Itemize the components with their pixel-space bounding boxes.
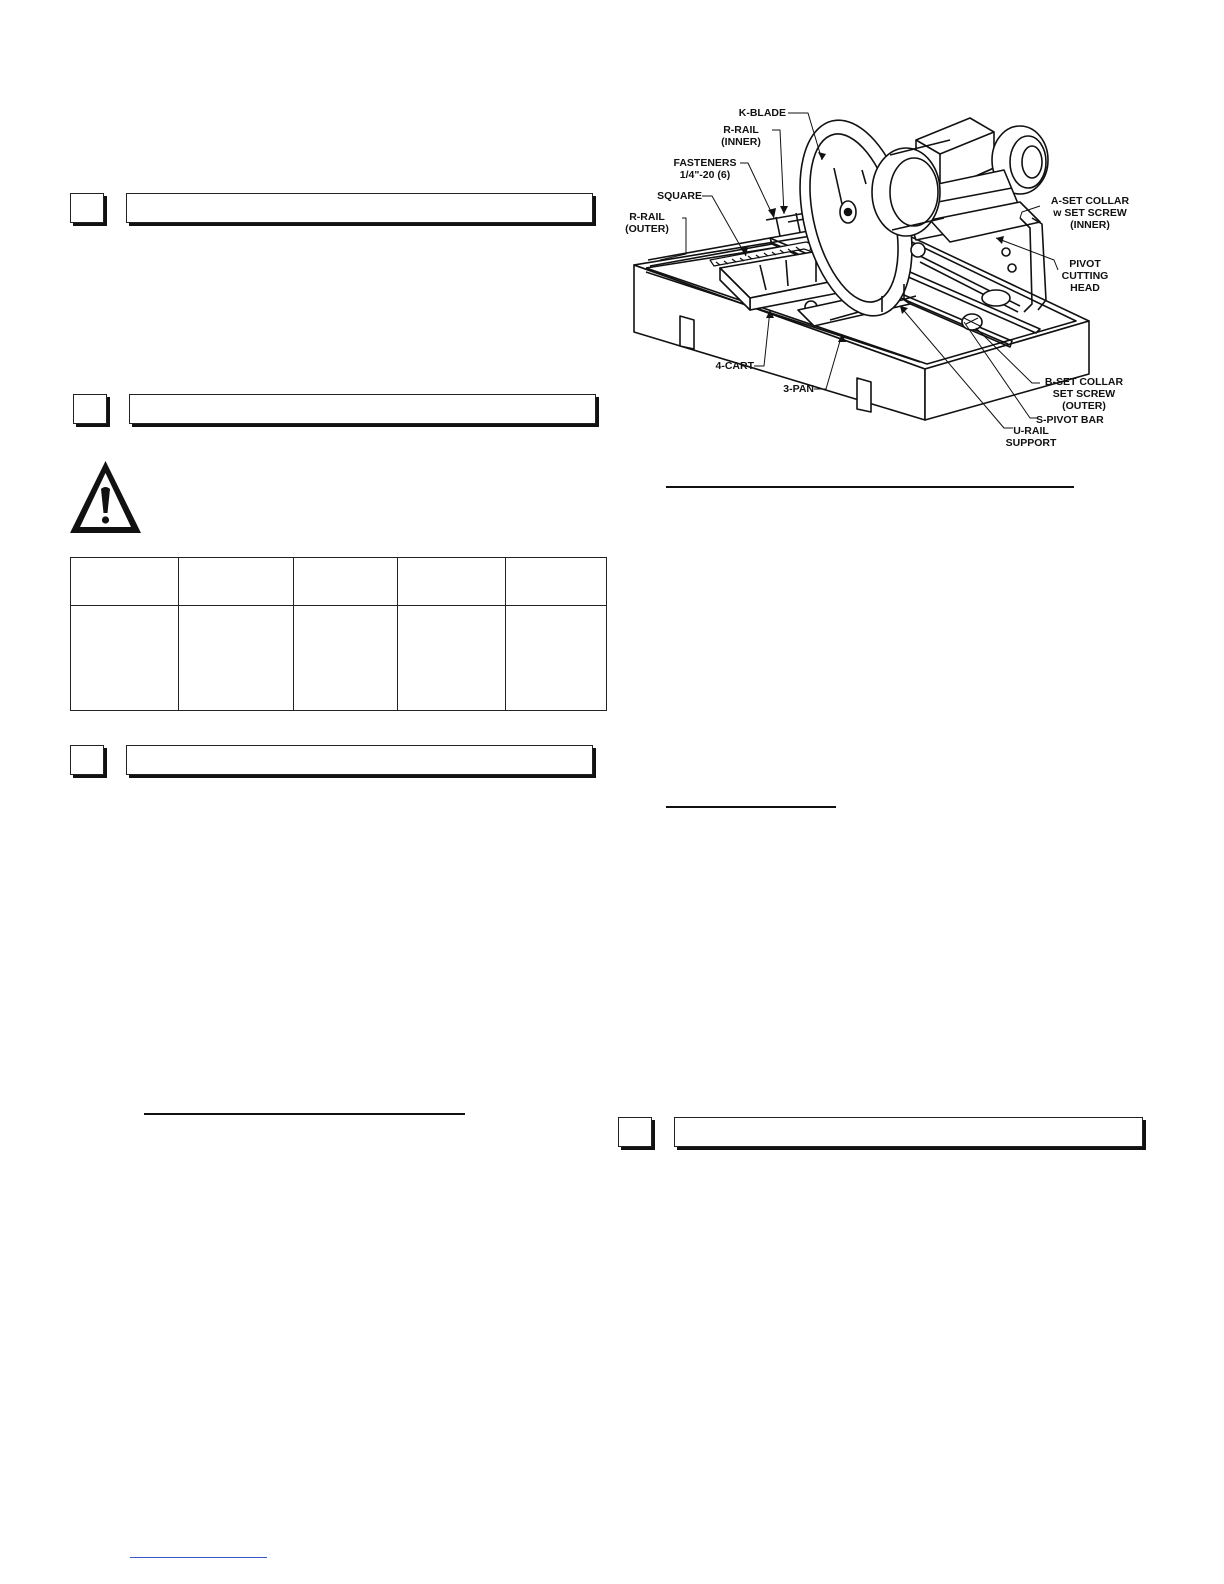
section-title-bar-2 bbox=[129, 394, 596, 424]
label-line: FASTENERS bbox=[673, 157, 737, 169]
table-header-cell bbox=[179, 558, 294, 606]
table-header-cell bbox=[506, 558, 607, 606]
section-title-bar-1 bbox=[126, 193, 593, 223]
label-pan: 3-PAN bbox=[783, 383, 814, 395]
label-cart: 4-CART bbox=[715, 360, 754, 372]
section-title-bar-4 bbox=[674, 1117, 1143, 1147]
label-line: 1/4"-20 (6) bbox=[679, 169, 731, 181]
label-line: HEAD bbox=[1070, 282, 1100, 294]
label-pivot-cutting-head bbox=[1050, 258, 1120, 294]
spec-table bbox=[70, 557, 607, 711]
label-b-set-collar bbox=[1034, 376, 1134, 412]
label-line: (INNER) bbox=[1070, 219, 1110, 231]
table-cell bbox=[179, 606, 294, 711]
label-line: B-SET COLLAR bbox=[1044, 376, 1124, 388]
label-line: (INNER) bbox=[721, 136, 761, 148]
footer-link-underline[interactable] bbox=[130, 1557, 267, 1558]
label-fasteners bbox=[668, 157, 742, 181]
warning-triangle-icon bbox=[68, 459, 143, 535]
section-number-box-3 bbox=[70, 745, 104, 775]
table-header-cell bbox=[71, 558, 179, 606]
table-cell bbox=[398, 606, 506, 711]
label-s-pivot-bar: S-PIVOT BAR bbox=[1036, 414, 1104, 426]
table-cell bbox=[294, 606, 398, 711]
table-header-cell bbox=[398, 558, 506, 606]
label-line: w SET SCREW bbox=[1053, 207, 1127, 219]
label-line: (OUTER) bbox=[1062, 400, 1106, 412]
section-number-box-1 bbox=[70, 193, 104, 223]
label-line: R-RAIL bbox=[629, 211, 665, 223]
section-title-bar-3 bbox=[126, 745, 593, 775]
label-line: U-RAIL bbox=[1013, 425, 1049, 437]
underline-rule bbox=[144, 1113, 465, 1115]
table-header-row bbox=[71, 558, 607, 606]
label-line: SET SCREW bbox=[1052, 388, 1116, 400]
underline-rule bbox=[666, 806, 836, 808]
table-header-cell bbox=[294, 558, 398, 606]
label-r-rail-outer bbox=[612, 211, 682, 235]
table-row bbox=[71, 606, 607, 711]
label-line: (OUTER) bbox=[625, 223, 669, 235]
label-u-rail-support bbox=[996, 425, 1066, 449]
section-number-box-2 bbox=[73, 394, 107, 424]
label-k-blade: K-BLADE bbox=[738, 107, 786, 119]
label-a-set-collar bbox=[1040, 195, 1140, 231]
section-number-box-4 bbox=[618, 1117, 652, 1147]
underline-rule bbox=[666, 486, 1074, 488]
label-line: PIVOT bbox=[1069, 258, 1101, 270]
label-square: SQUARE bbox=[657, 190, 702, 202]
label-line: CUTTING bbox=[1061, 270, 1109, 282]
label-line: R-RAIL bbox=[723, 124, 759, 136]
label-line: A-SET COLLAR bbox=[1050, 195, 1130, 207]
label-r-rail-inner bbox=[706, 124, 776, 148]
table-cell bbox=[71, 606, 179, 711]
label-line: SUPPORT bbox=[1005, 437, 1057, 449]
table-cell bbox=[506, 606, 607, 711]
